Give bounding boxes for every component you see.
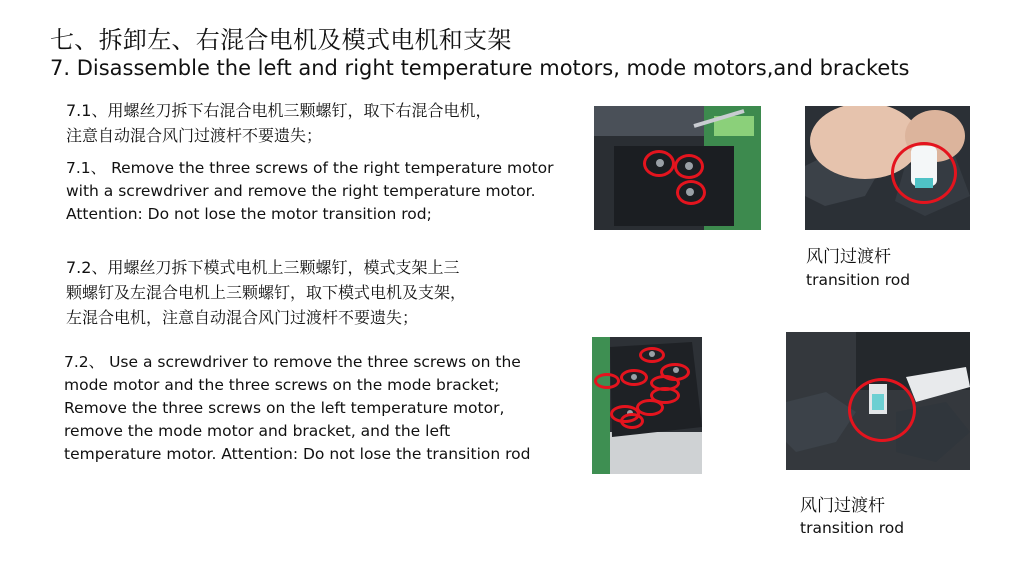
- caption-bottom-en: transition rod: [800, 519, 905, 537]
- step-7-1-en-line: Attention: Do not lose the motor transition rod;: [66, 205, 432, 223]
- screw-marker: [620, 369, 648, 386]
- step-7-1-en: [66, 157, 554, 226]
- screw-marker: [639, 347, 665, 363]
- slide-title-en: 7. Disassemble the left and right temperature motors, mode motors,and brackets: [50, 56, 910, 80]
- screw-marker: [620, 413, 644, 429]
- step-7-1-cn-line: 7.1、用螺丝刀拆下右混合电机三颗螺钉，取下右混合电机，: [66, 101, 492, 120]
- step-7-2-en: [64, 351, 530, 466]
- step-7-2-en-line: temperature motor. Attention: Do not lose the transition rod: [64, 445, 531, 463]
- step-7-1-cn-line: 注意自动混合风门过渡杆不要遗失；: [66, 126, 323, 145]
- step-7-2-cn-line: 7.2、用螺丝刀拆下模式电机上三颗螺钉，模式支架上三: [66, 258, 460, 277]
- caption-top-cn: 风门过渡杆: [806, 247, 891, 267]
- photo-transition-rod-hand: [805, 106, 970, 230]
- caption-bottom-cn: 风门过渡杆: [800, 496, 885, 516]
- rod-marker: [891, 142, 957, 204]
- step-7-2-cn: [66, 255, 466, 330]
- screw-marker: [643, 150, 675, 177]
- caption-top-en: transition rod: [806, 271, 911, 289]
- step-7-2-cn-line: 颗螺钉及左混合电机上三颗螺钉，取下模式电机及支架，: [66, 283, 467, 302]
- step-7-1-cn: [66, 98, 491, 148]
- step-7-1-en-line: 7.1、 Remove the three screws of the right temperature motor: [66, 159, 554, 177]
- step-7-2-en-line: mode motor and the three screws on the mode bracket;: [64, 376, 500, 394]
- step-7-2-en-line: Remove the three screws on the left temperature motor,: [64, 399, 505, 417]
- step-7-1-en-line: with a screwdriver and remove the right temperature motor.: [66, 182, 536, 200]
- photo-transition-rod-installed: [786, 332, 970, 470]
- step-7-2-en-line: remove the mode motor and bracket, and the left: [64, 422, 451, 440]
- step-7-2-cn-line: 左混合电机，注意自动混合风门过渡杆不要遗失；: [66, 308, 419, 327]
- rod-marker: [848, 378, 916, 442]
- screw-marker: [676, 180, 706, 205]
- photo-mode-motor-screws: [592, 337, 702, 474]
- screw-marker: [594, 373, 620, 389]
- screw-marker: [636, 399, 664, 416]
- photo-right-motor-screws: [594, 106, 761, 230]
- slide-title-cn: 七、拆卸左、右混合电机及模式电机和支架: [50, 26, 512, 54]
- step-7-2-en-line: 7.2、 Use a screwdriver to remove the three screws on the: [64, 353, 521, 371]
- screw-marker: [674, 154, 704, 179]
